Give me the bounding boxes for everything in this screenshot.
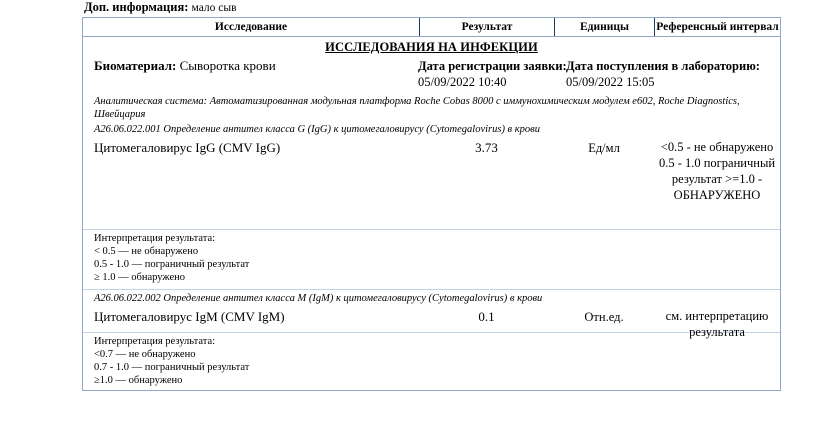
registration-date-value: 05/09/2022 10:40	[418, 75, 507, 89]
analyte-units-igg: Ед/мл	[588, 141, 620, 155]
lab-arrival-date-info	[566, 58, 760, 90]
interpretation-line: ≥1.0 — обнаружено	[94, 375, 183, 386]
analyte-reference-igg: <0.5 - не обнаружено 0.5 - 1.0 пограничный результат >=1.0 - ОБНАРУЖЕНО	[658, 140, 776, 202]
section-title: ИССЛЕДОВАНИЯ НА ИНФЕКЦИИ	[325, 40, 538, 54]
interpretation-line: < 0.5 — не обнаружено	[94, 246, 199, 257]
biomaterial-label: Биоматериал:	[94, 58, 177, 73]
interpretation-line: 0.5 - 1.0 — пограничный результат	[94, 259, 250, 270]
column-header-result: Результат	[419, 18, 554, 36]
test-code-line-igg: A26.06.022.001 Определение антител класса G (IgG) к цитомегаловирусу (Cytomegalovirus) в крови	[94, 124, 540, 135]
registration-date-label: Дата регистрации заявки:	[418, 59, 567, 73]
interpretation-line: 0.7 - 1.0 — пограничный результат	[94, 362, 250, 373]
specimen-meta-band	[83, 56, 780, 94]
registration-date-info	[418, 58, 567, 90]
results-table	[82, 17, 781, 391]
test-code-line-igm: A26.06.022.002 Определение антител класса M (IgM) к цитомегаловирусу (Cytomegalovirus) в крови	[94, 293, 543, 304]
extra-info-value: мало сыв	[191, 2, 237, 14]
interpretation-line: ≥ 1.0 — обнаружено	[94, 272, 186, 283]
lab-arrival-date-value: 05/09/2022 15:05	[566, 75, 655, 89]
table-header-row	[83, 18, 780, 37]
analyte-name-igg: Цитомегаловирус IgG (CMV IgG)	[94, 140, 281, 155]
analyte-value-igm: 0.1	[478, 309, 495, 324]
row-separator	[83, 289, 780, 290]
analyte-value-igg: 3.73	[475, 140, 498, 155]
table-row-igg	[83, 139, 780, 227]
lab-arrival-date-label: Дата поступления в лабораторию:	[566, 59, 760, 73]
column-header-study: Исследование	[214, 21, 288, 33]
column-header-reference: Референсный интервал	[654, 18, 780, 36]
extra-info-label: Доп. информация:	[84, 0, 189, 14]
analyte-name-igm: Цитомегаловирус IgM (CMV IgM)	[94, 309, 285, 324]
biomaterial-value: Сыворотка крови	[179, 58, 276, 73]
column-header-units: Единицы	[554, 18, 654, 36]
biomaterial-info	[94, 58, 276, 74]
analyte-units-igm: Отн.ед.	[584, 310, 624, 324]
analytical-system-note: Аналитическая система: Автоматизированная модульная платформа Roche Cobas 8000 с иммунохимическим модулем e602, Roche Diagnostics, Швейцария	[94, 96, 740, 120]
extra-info-line	[84, 0, 237, 16]
interpretation-title-igg: Интерпретация результата:	[94, 233, 216, 244]
interpretation-title-igm: Интерпретация результата:	[94, 336, 216, 347]
analyte-reference-igm: см. интерпретацию результата	[665, 309, 769, 339]
interpretation-line: <0.7 — не обнаружено	[94, 349, 196, 360]
table-row-igm	[83, 308, 780, 339]
